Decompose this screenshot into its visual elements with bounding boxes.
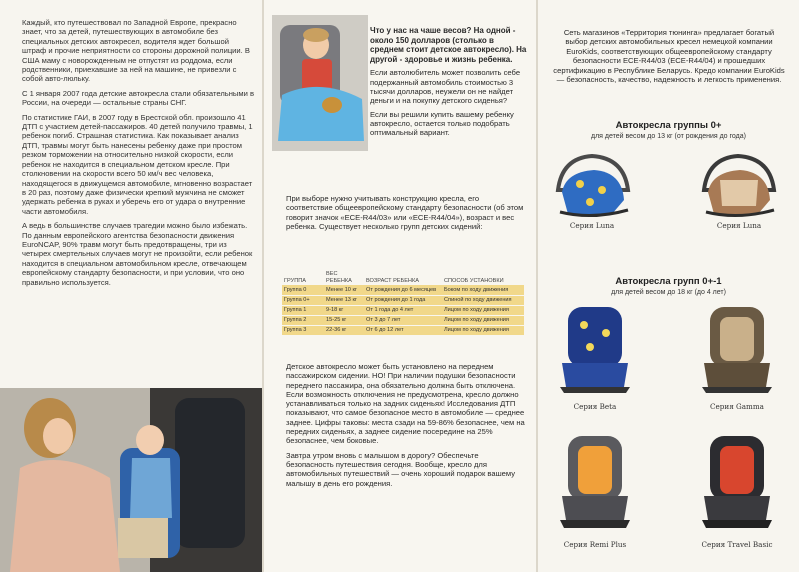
- intro-text: [370, 26, 530, 141]
- table-row: [282, 305, 524, 315]
- table-cell: От 6 до 12 лет: [364, 325, 442, 335]
- paragraph: Если вы решили купить вашему ребенку автокресло, остается только подобрать оптимальный вариант.: [370, 109, 514, 138]
- table-row: [282, 285, 524, 295]
- middle-panel: [264, 0, 536, 572]
- table-cell: Боком по ходу движения: [442, 285, 524, 295]
- table-cell: Лицом по ходу движения: [442, 305, 524, 315]
- table-cell: От 3 до 7 лет: [364, 315, 442, 325]
- table-row: [282, 295, 524, 305]
- table-cell: От рождения до 1 года: [364, 295, 442, 305]
- gamma-seat-image: [696, 303, 778, 395]
- beta-seat-image: [554, 303, 636, 395]
- left-panel: [0, 0, 262, 572]
- seat-label: Серия Travel Basic: [701, 540, 773, 549]
- table-cell: 22-36 кг: [324, 325, 364, 335]
- column-header: СПОСОБ УСТАНОВКИ: [444, 277, 504, 284]
- luna-blue-seat-image: [552, 150, 634, 220]
- seat-label: Серия Remi Plus: [563, 540, 627, 549]
- table-cell: Группа 0+: [282, 295, 324, 305]
- section-title: Автокресла групп 0+-1: [615, 276, 722, 287]
- section-subtitle: для детей весом до 18 кг (до 4 лет): [611, 289, 726, 296]
- selection-paragraph: При выборе нужно учитывать конструкцию кресла, его соответствие общеевропейскому стандарту безопасности (об этом говорит значок «ECE-R44/03» или «ECE-R44/04»), возраст и вес ребенка. Существует несколько групп детских сидений:: [286, 194, 524, 231]
- table-cell: Лицом по ходу движения: [442, 325, 524, 335]
- seat-label: Серия Luna: [716, 221, 762, 230]
- paragraph: Завтра утром вновь с малышом в дорогу? Обеспечьте безопасность путешествия сегодня. Вообще, кресло для автомобильных путешествий — очень хороший подарок вашему малышу в день его рождения.: [286, 450, 515, 488]
- seat-label: Серия Beta: [573, 402, 617, 411]
- table-cell: 9-18 кг: [324, 305, 364, 315]
- paragraph: Детское автокресло может быть установлено на переднем пассажирском сидении. НО! При наличии подушки безопасности переднего пассажира, она обязательно должна быть отключена. Если возможность отключения не предусмотрена, кресло должно устанавливаться только на задних сиденьях! Исследования ДТП показывают, что самое безопасное место в автомобиле — среднее заднее. Цифры таковы: места сзади на 59-86% безопаснее, чем на передних сиденьях, а заднее сидение посередине на 25% безопаснее, чем боковые.: [286, 362, 525, 446]
- table-row: [282, 325, 524, 335]
- question-heading: Что у нас на чаше весов? На одной - около 150 долларов (столько в среднем стоит детское автокресло). На другой - здоровье и жизнь ребенка.: [370, 26, 527, 64]
- section-title: Автокресла группы 0+: [615, 120, 722, 131]
- right-panel: [538, 0, 799, 572]
- column-header: ГРУППА: [284, 277, 306, 284]
- paragraph: По статистике ГАИ, в 2007 году в Брестской обл. произошло 41 ДТП с участием детей-пассажиров. 40 детей получило травмы, 1 ребенок погиб. Страшная статистика. Как показывает анализ ДТП, травмы могут быть нанесены ребенку даже при простом резком торможении на относительно низкой скорости, если ребенок не находится в специальном детском кресле. При столкновении на скорости всего 50 км/ч вес человека, находящегося в движущемся автомобиле, мгновенно возрастает в 20 раз, поэтому даже физически крепкий мужчина не сможет удержать ребенка в руках и уберечь его от удара о внутренние части автомобиля.: [22, 112, 253, 216]
- company-intro: Сеть магазинов «Территория тюнинга» предлагает богатый выбор детских автомобильных кресел немецкой компании EuroKids, соответствующих общеевропейскому стандарту безопасности ECE-R44/03 (ECE-R44/04) и прошедших сертификацию в Республике Беларусь. Кредо компании EuroKids — безопасность, качество, надежность и легкость применения.: [553, 28, 785, 85]
- table-row: [282, 315, 524, 325]
- seat-label: Серия Luna: [569, 221, 615, 230]
- table-header-row: [282, 270, 524, 285]
- table-cell: Группа 2: [282, 315, 324, 325]
- table-cell: 15-25 кг: [324, 315, 364, 325]
- table-cell: Группа 1: [282, 305, 324, 315]
- paragraph: А ведь в большинстве случаев трагедии можно было избежать. По данным европейского агентства безопасности движения EuroNCAP, 90% травм могут быть предотвращены, три из четырех смертельных случаев могут не произойти, если ребенок находится в специальном автомобильном кресле, отвечающем европейскому стандарту безопасности, и при условии, что оно правильно используется.: [22, 221, 253, 287]
- table-cell: Спиной по ходу движения: [442, 295, 524, 305]
- paragraph: С 1 января 2007 года детские автокресла стали обязательными в России, на очереди — остальные страны СНГ.: [22, 88, 254, 108]
- table-cell: Менее 13 кг: [324, 295, 364, 305]
- paragraph: Если автолюбитель может позволить себе подержанный автомобиль стоимостью 3 тысячи долларов, неужели он не найдет деньги и на покупку детского сиденья?: [370, 68, 521, 106]
- mother-child-illustration: [0, 388, 262, 572]
- seat-groups-table: [282, 270, 524, 336]
- section-subtitle: для детей весом до 13 кг (от рождения до года): [591, 133, 746, 140]
- child-seat-illustration: [272, 15, 368, 151]
- seat-label: Серия Gamma: [710, 402, 764, 411]
- table-cell: Менее 10 кг: [324, 285, 364, 295]
- left-panel-text: [22, 18, 254, 292]
- column-header: ВОЗРАСТ РЕБЕНКА: [366, 277, 419, 284]
- table-cell: Лицом по ходу движения: [442, 315, 524, 325]
- remi-plus-seat-image: [554, 432, 636, 530]
- table-cell: От 1 года до 4 лет: [364, 305, 442, 315]
- table-cell: Группа 0: [282, 285, 324, 295]
- child-car-seat-photo: [272, 15, 368, 151]
- column-header: ВЕС РЕБЕНКА: [326, 271, 352, 284]
- table-cell: От рождения до 6 месяцев: [364, 285, 442, 295]
- bottom-text: [286, 362, 526, 493]
- travel-basic-seat-image: [696, 432, 778, 530]
- table-cell: Группа 3: [282, 325, 324, 335]
- luna-beige-seat-image: [698, 150, 780, 220]
- mother-child-photo: [0, 388, 262, 572]
- paragraph: Каждый, кто путешествовал по Западной Европе, прекрасно знает, что за детей, путешествующих в автомобиле без специальных детских автокресел, водителя ждет большой штраф и прочие неприятности со стороны дорожной полиции. В США маму с новорожденным не отпустят из роддома, если родственники, приехавшие за ней на машине, не привезли с собой авто-люльку.: [22, 18, 250, 84]
